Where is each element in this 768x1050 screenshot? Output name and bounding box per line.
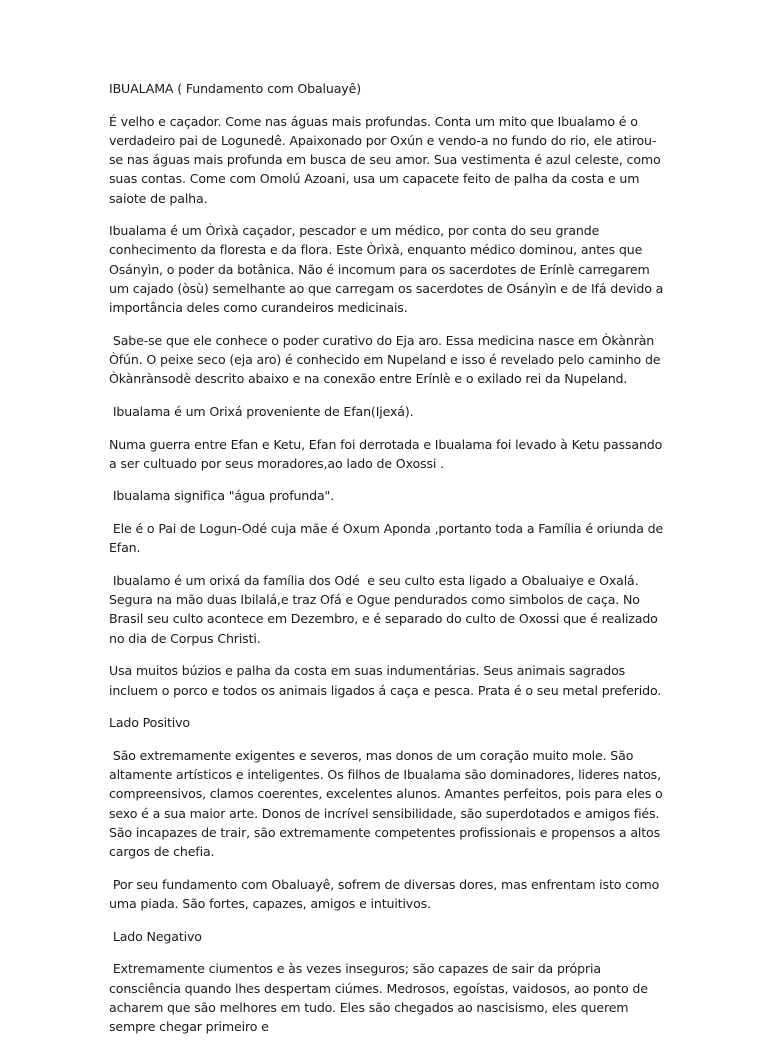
paragraph: É velho e caçador. Come nas águas mais profundas. Conta um mito que Ibualamo é o verdadeiro pai de Logunedê. Apaixonado por Oxún e vendo-a no fundo do rio, ele atirou-se nas águas mais profunda em busca de seu amor. Sua vestimenta é azul celeste, como suas contas. Come com Omolú Azoani, usa um capacete feito de palha da costa e um saiote de palha. bbox=[109, 113, 665, 206]
document-body bbox=[109, 79, 669, 1050]
paragraph: Numa guerra entre Efan e Ketu, Efan foi derrotada e Ibualama foi levado à Ketu passando a ser cultuado por seus moradores,ao lado de Oxossi . bbox=[109, 436, 667, 471]
paragraph: Extremamente ciumentos e às vezes inseguros; são capazes de sair da própria consciência quando lhes despertam ciúmes. Medrosos, egoístas, vaidosos, ao ponto de acharem que são melhores em tudo. Eles são chegados ao nascisismo, eles querem sempre chegar primeiro e bbox=[109, 961, 652, 1034]
document-title: IBUALAMA ( Fundamento com Obaluayê) bbox=[109, 81, 361, 96]
paragraph: Ibualama é um Òrìxà caçador, pescador e um médico, por conta do seu grande conhecimento da floresta e da flora. Este Òrìxà, enquanto médico dominou, antes que Osányìn, o poder da botânica. Não é incomum para os sacerdotes de Erínlè carregarem um cajado (òsù) semelhante ao que carregam os sacerdotes de Osányìn e de Ifá devido a importância deles como curandeiros medicinais. bbox=[109, 223, 668, 316]
paragraph: Ibualama é um Orixá proveniente de Efan(Ijexá). bbox=[109, 403, 414, 419]
paragraph: São extremamente exigentes e severos, mas donos de um coração muito mole. São altamente artísticos e inteligentes. Os filhos de Ibualama são dominadores, lideres natos, compreensivos, clamos coerentes, excelentes alunos. Amantes perfeitos, pois para eles o sexo é a sua maior arte. Donos de incrível sensibilidade, são superdotados e amigos fiés. São incapazes de trair, são extremamente competentes profissionais e propensos a altos cargos de chefia. bbox=[109, 747, 667, 859]
section-heading-negative: Lado Negativo bbox=[109, 928, 202, 944]
paragraph: Ibualamo é um orixá da família dos Odé e seu culto esta ligado a Obaluaiye e Oxalá. Segura na mão duas Ibilalá,e traz Ofá e Ogue pendurados como simbolos de caça. No Brasil seu culto acontece em Dezembro, e é separado do culto de Oxossi que é realizado no dia de Corpus Christi. bbox=[109, 573, 662, 646]
paragraph: Usa muitos búzios e palha da costa em suas indumentárias. Seus animais sagrados incluem o porco e todos os animais ligados á caça e pesca. Prata é o seu metal preferido. bbox=[109, 663, 662, 698]
paragraph: Por seu fundamento com Obaluayê, sofrem de diversas dores, mas enfrentam isto como uma piada. São fortes, capazes, amigos e intuitivos. bbox=[109, 876, 664, 911]
paragraph: Ibualama significa "água profunda". bbox=[109, 488, 335, 504]
paragraph: Ele é o Pai de Logun-Odé cuja mãe é Oxum Aponda ,portanto toda a Família é oriunda de Efan. bbox=[109, 521, 667, 556]
section-heading-positive: Lado Positivo bbox=[109, 715, 190, 731]
paragraph: Sabe-se que ele conhece o poder curativo do Eja aro. Essa medicina nasce em Òkànràn Òfún. O peixe seco (eja aro) é conhecido em Nupeland e isso é revelado pelo caminho de Òkànrànsodè descrito abaixo e na conexão entre Erínlè e o exilado rei da Nupeland. bbox=[109, 332, 665, 387]
